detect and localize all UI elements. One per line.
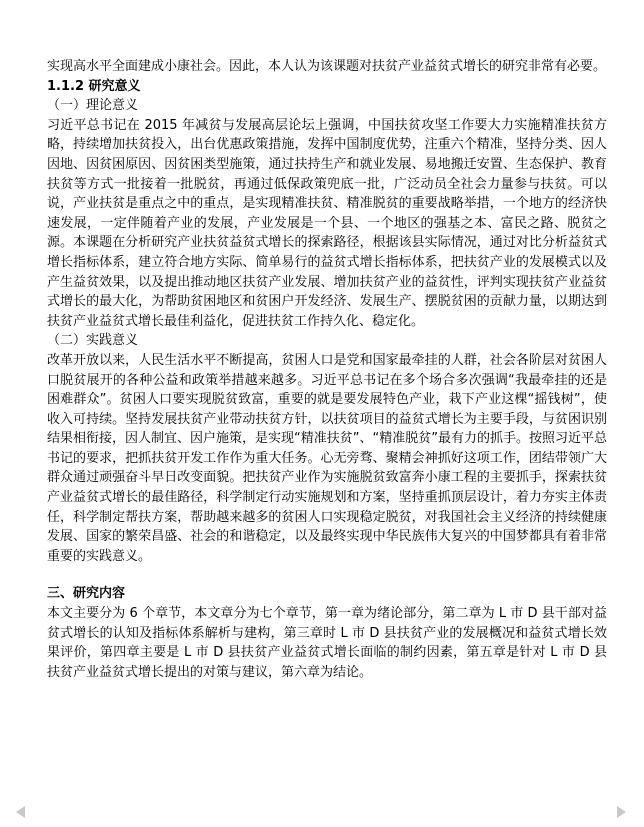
section-heading-3: 三、研究内容 [47,586,126,602]
arrow-right-icon[interactable] [617,806,626,818]
section-gap [47,566,607,584]
paragraph-practice: 改革开放以来，人民生活水平不断提高，贫困人口是党和国家最牵挂的人群，社会各阶层对贫困人口脱贫展开的各种公益和政策举措越来越多。习近平总书记在多个场合多次强调“我最牵挂的还是困难群众”。贫困人口要实现脱贫致富，重要的就是要发展特色产业，栽下产业这棵“摇钱树”，使收入可持续。坚持发展扶贫产业带动扶贫方针，以扶贫项目的益贫式增长为主要手段，与贫困识别结果相衔接，因人制宜、因户施策，是实现“精准扶贫”、“精准脱贫”最有力的抓手。按照习近平总书记的要求，把抓扶贫开发工作作为重大任务。心无旁骛、聚精会神抓好这项工作，团结带领广大群众通过顽强奋斗早日改变面貌。把扶贫产业作为实施脱贫致富奔小康工程的主要抓手，探索扶贫产业益贫式增长的最佳路径，科学制定行动实施规划和方案，坚持重抓顶层设计，着力夯实主体责任，科学制定帮扶方案，帮助越来越多的贫困人口实现稳定脱贫，对我国社会主义经济的持续健康发展、国家的繁荣昌盛、社会的和谐稳定，以及最终实现中华民族伟大复兴的中国梦都具有着非常重要的实践意义。 [47,352,607,564]
section-heading-1-1-2: 1.1.2 研究意义 [47,78,141,94]
document-page [47,57,607,682]
subheading-theory: （一）理论意义 [47,98,139,114]
paragraph-research-content: 本文主要分为 6 个章节，本文章分为七个章节，第一章为绪论部分，第二章为 L 市 D 县干部对益贫式增长的认知及指标体系解析与建构，第三章时 L 市 D 县扶贫产业的发展概况和益贫式增长效果评价，第四章主要是 L 市 D 县扶贫产业益贫式增长面临的制约因素，第五章是针对 L 市 D 县扶贫产业益贫式增长提出的对策与建议，第六章为结论。 [47,606,607,680]
arrow-left-icon[interactable] [16,806,25,818]
subheading-practice: （二）实践意义 [47,333,139,349]
paragraph-theory: 习近平总书记在 2015 年减贫与发展高层论坛上强调，中国扶贫攻坚工作要大力实施精准扶贫方略，持续增加扶贫投入，出台优惠政策措施，发挥中国制度优势，注重六个精准，坚持分类、因人因地、因贫困原因、因贫困类型施策，通过扶持生产和就业发展、易地搬迁安置、生态保护、教育扶贫等方式一批接着一批脱贫，再通过低保政策兜底一批，广泛动员全社会力量参与扶贫。可以说，产业扶贫是重点之中的重点，是实现精准扶贫、精准脱贫的重要战略举措，一个地方的经济快速发展，一定伴随着产业的发展，产业发展是一个县、一个地区的强基之本、富民之路、脱贫之源。本课题在分析研究产业扶贫益贫式增长的探索路径，根据该县实际情况，通过对比分析益贫式增长指标体系，建立符合地方实际、简单易行的益贫式增长指标体系，把扶贫产业的发展模式以及产生益贫效果，以及提出推动地区扶贫产业发展、增加扶贫产业的益贫性，评判实现扶贫产业益贫式增长的最大化，为帮助贫困地区和贫困户开发经济、发展生产、摆脱贫困的贡献力量，以期达到扶贫产业益贫式增长最佳利益化，促进扶贫工作持久化、稳定化。 [47,117,607,329]
paragraph-intro-end: 实现高水平全面建成小康社会。因此，本人认为该课题对扶贫产业益贫式增长的研究非常有必要。 [47,59,607,74]
